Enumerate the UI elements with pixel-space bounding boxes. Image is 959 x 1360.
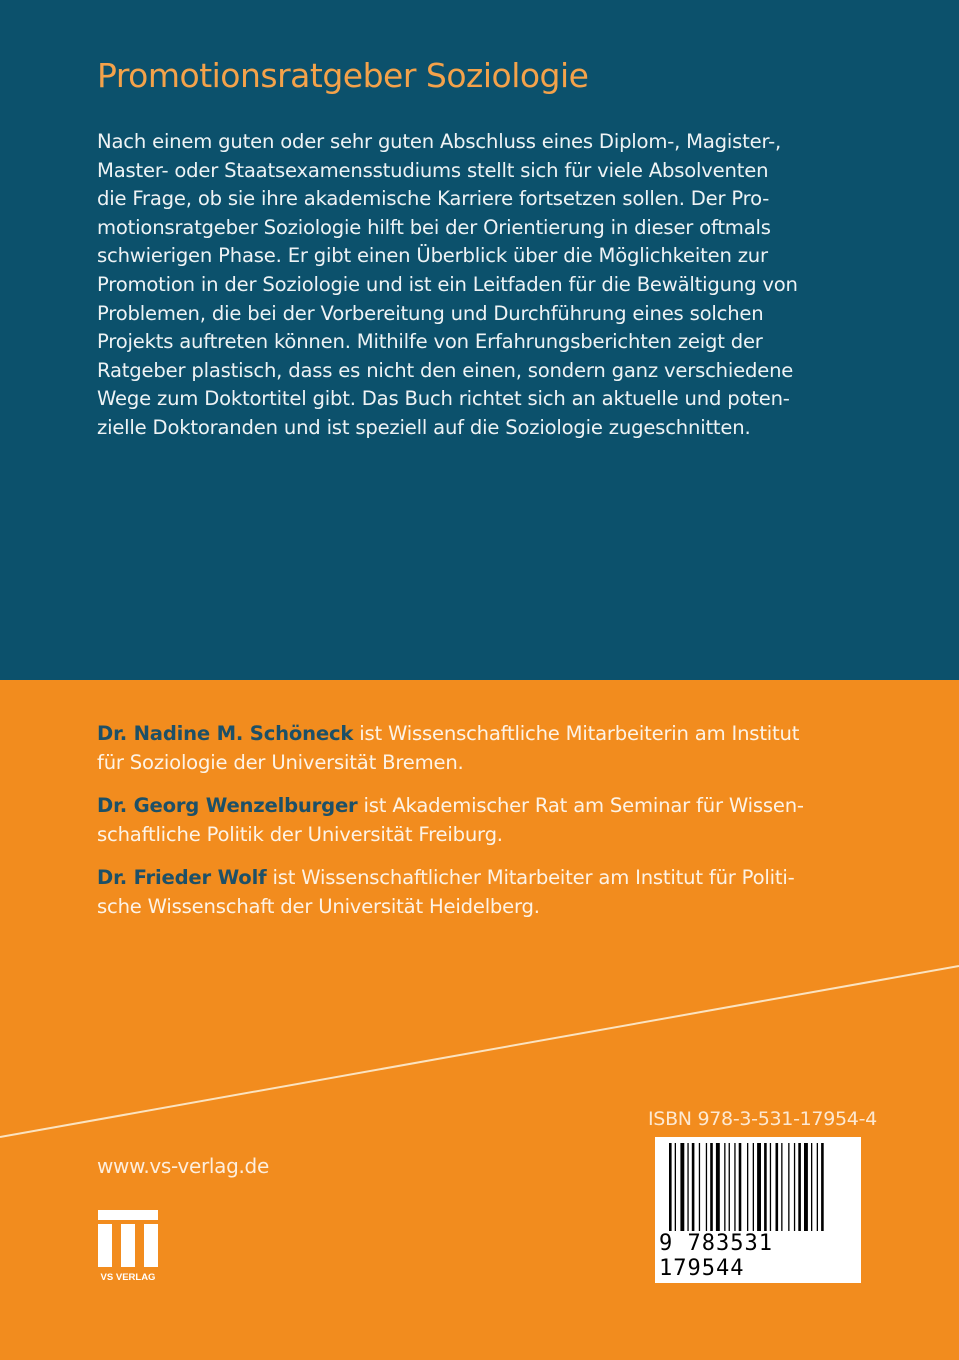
author-name: Dr. Frieder Wolf [97, 866, 267, 890]
blurb-line: Problemen, die bei der Vorbereitung und Durchführung eines solchen [97, 301, 764, 325]
blurb-line: Master- oder Staatsexamensstudiums stellt sich für viele Absolventen [97, 158, 769, 182]
barcode-number: 9 783531 179544 [659, 1231, 861, 1281]
author-text: schaftliche Politik der Universität Freiburg. [97, 822, 503, 846]
author-text: ist Wissenschaftlicher Mitarbeiter am Institut für Politi- [266, 866, 795, 890]
blurb-line: Ratgeber plastisch, dass es nicht den einen, sondern ganz verschiedene [97, 358, 794, 382]
blurb-line: Nach einem guten oder sehr guten Abschluss eines Diplom-, Magister-, [97, 130, 781, 153]
svg-text:VS VERLAG: VS VERLAG [100, 1272, 156, 1282]
author-name: Dr. Georg Wenzelburger [97, 794, 358, 818]
blurb-line: schwierigen Phase. Er gibt einen Überblick über die Möglichkeiten zur [97, 244, 768, 268]
barcode [655, 1137, 861, 1283]
author-text: ist Akademischer Rat am Seminar für Wissen- [357, 794, 804, 818]
publisher-url[interactable]: www.vs-verlag.de [97, 1154, 269, 1178]
blurb-line: Promotion in der Soziologie und ist ein Leitfaden für die Bewältigung von [97, 272, 798, 296]
blurb-line: die Frage, ob sie ihre akademische Karriere fortsetzen sollen. Der Pro- [97, 187, 770, 211]
author-text: ist Wissenschaftliche Mitarbeiterin am Institut [353, 722, 800, 745]
author-name: Dr. Nadine M. Schöneck [97, 722, 354, 745]
book-title: Promotionsratgeber Soziologie [97, 56, 589, 95]
author-text: für Soziologie der Universität Bremen. [97, 750, 464, 774]
vs-verlag-logo [98, 1210, 158, 1282]
author-text: sche Wissenschaft der Universität Heidelberg. [97, 894, 540, 918]
blurb-line: motionsratgeber Soziologie hilft bei der Orientierung in dieser oftmals [97, 215, 771, 239]
blurb-line: zielle Doktoranden und ist speziell auf die Soziologie zugeschnitten. [97, 415, 751, 439]
isbn-label: ISBN 978-3-531-17954-4 [648, 1108, 877, 1130]
blurb-line: Projekts auftreten können. Mithilfe von Erfahrungsberichten zeigt der [97, 330, 763, 354]
blurb-line: Wege zum Doktortitel gibt. Das Buch richtet sich an aktuelle und poten- [97, 387, 790, 411]
